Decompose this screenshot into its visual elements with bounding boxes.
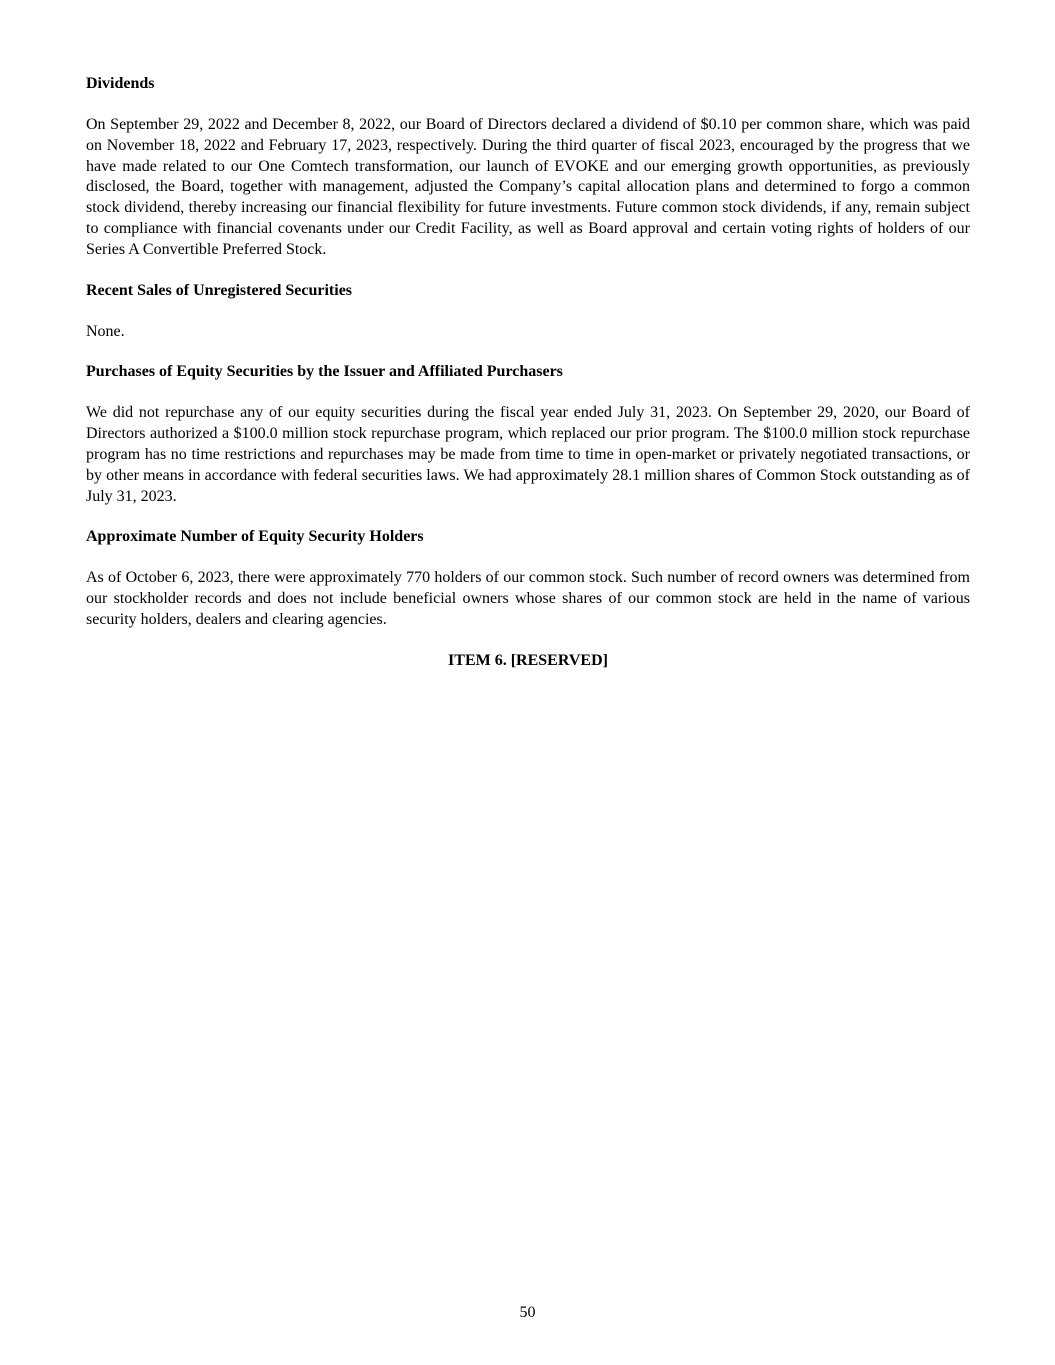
recent-sales-heading: Recent Sales of Unregistered Securities [86, 281, 353, 299]
dividends-paragraph: On September 29, 2022 and December 8, 2022, our Board of Directors declared a dividend of $0.10 per common share, which was paid on November 18, 2022 and February 17, 2023, respectively. During the third quarter of fiscal 2023, encouraged by the progress that we have made related to our One Comtech transformation, our launch of EVOKE and our emerging growth opportunities, as previously disclosed, the Board, together with management, adjusted the Company’s capital allocation plans and determined to forgo a common stock dividend, thereby increasing our financial flexibility for future investments. Future common stock dividends, if any, remain subject to compliance with financial covenants under our Credit Facility, as well as Board approval and certain voting rights of holders of our Series A Convertible Preferred Stock. [86, 116, 970, 258]
document-page [86, 74, 970, 671]
dividends-heading: Dividends [86, 75, 155, 92]
holders-heading: Approximate Number of Equity Security Holders [86, 528, 424, 546]
page-number: 50 [519, 1304, 536, 1321]
holders-paragraph: As of October 6, 2023, there were approximately 770 holders of our common stock. Such number of record owners was determined from our stockholder records and does not include beneficial owners whose shares of our common stock are held in the name of various security holders, dealers and clearing agencies. [86, 569, 970, 628]
purchases-heading: Purchases of Equity Securities by the Issuer and Affiliated Purchasers [86, 363, 563, 381]
item-6-title: ITEM 6. [RESERVED] [448, 651, 608, 669]
purchases-paragraph: We did not repurchase any of our equity securities during the fiscal year ended July 31, 2023. On September 29, 2020, our Board of Directors authorized a $100.0 million stock repurchase program, which replaced our prior program. The $100.0 million stock repurchase program has no time restrictions and repurchases may be made from time to time in open-market or privately negotiated transactions, or by other means in accordance with federal securities laws. We had approximately 28.1 million shares of Common Stock outstanding as of July 31, 2023. [86, 404, 970, 505]
recent-sales-paragraph: None. [86, 322, 125, 340]
